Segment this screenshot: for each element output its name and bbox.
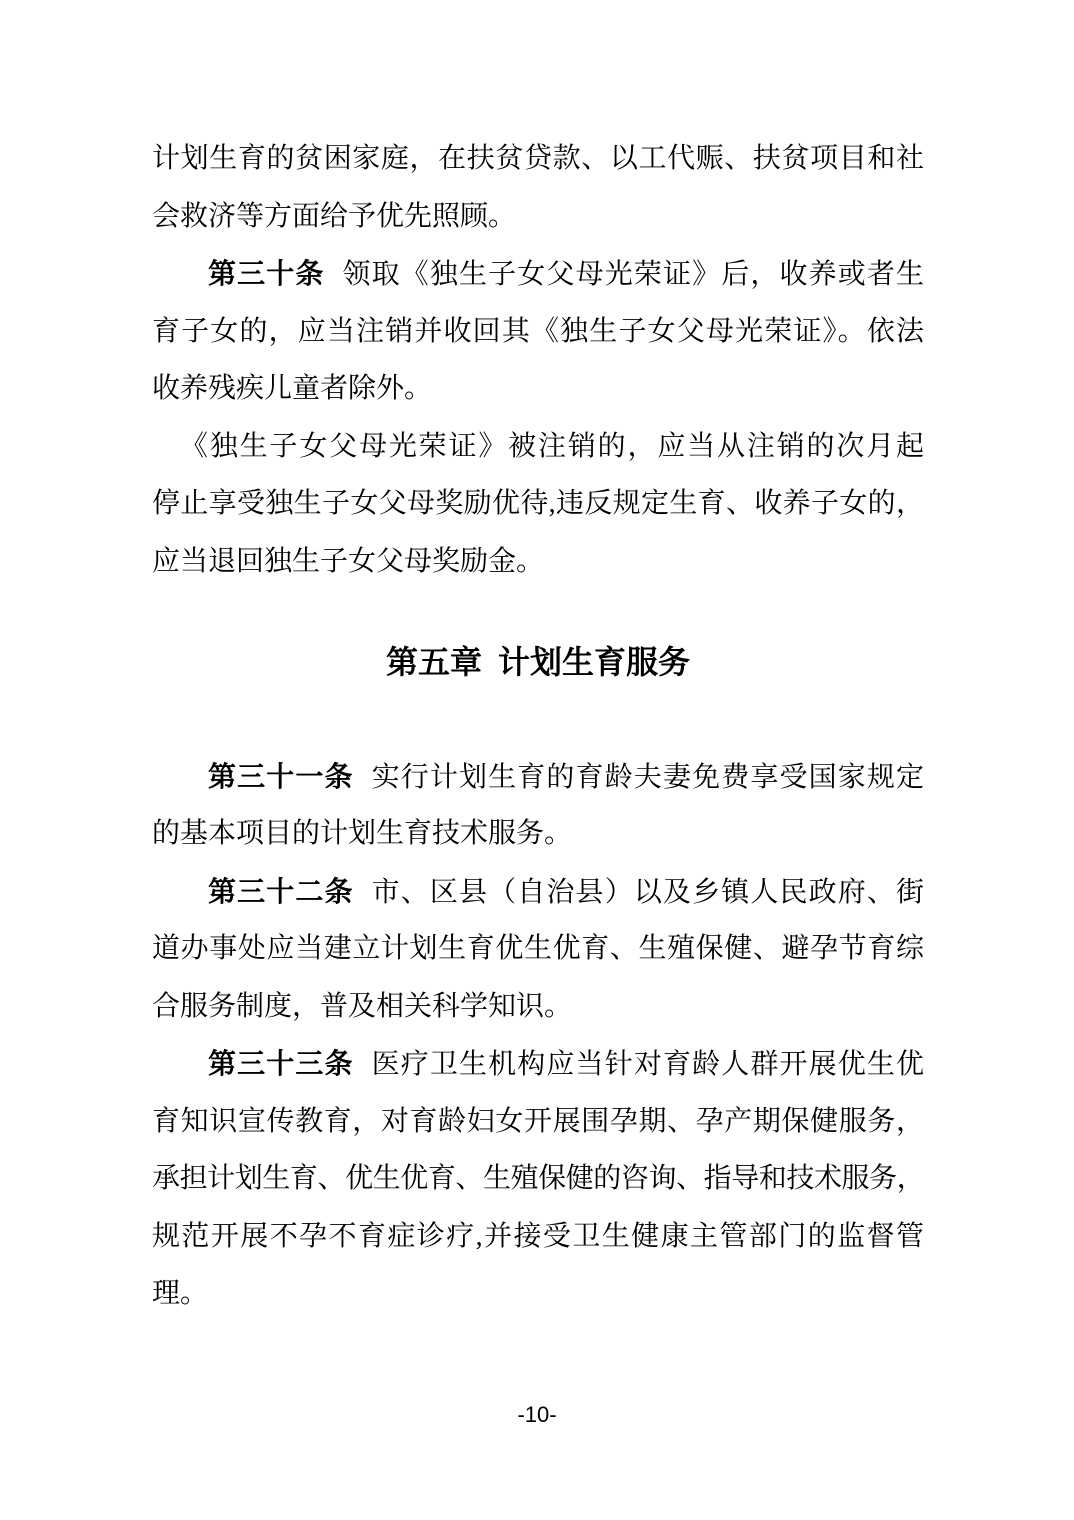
- article-text: 实行计划生育的育龄夫妻免费享受国家规定: [371, 761, 924, 793]
- article-number: 第三十三条: [208, 1048, 354, 1079]
- article-number: 第三十二条: [208, 875, 354, 907]
- body-line: 合服务制度，普及相关科学知识。: [152, 990, 573, 1022]
- page-body-text: [152, 130, 924, 1323]
- body-line: 计划生育的贫困家庭，在扶贫贷款、以工代赈、扶贫项目和社: [152, 143, 924, 174]
- body-line: 承担计划生育、优生优育、生殖保健的咨询、指导和技术服务，: [152, 1163, 924, 1194]
- body-line: 育知识宣传教育，对育龄妇女开展围孕期、孕产期保健服务，: [152, 1105, 924, 1137]
- body-line: 道办事处应当建立计划生育优生优育、生殖保健、避孕节育综: [152, 933, 924, 964]
- article-text: 医疗卫生机构应当针对育龄人群开展优生优: [371, 1049, 924, 1080]
- body-line: 育子女的，应当注销并收回其《独生子女父母光荣证》。依法: [152, 315, 924, 347]
- body-line: 《独生子女父母光荣证》被注销的，应当从注销的次月起: [180, 430, 924, 462]
- article-number: 第三十一条: [208, 760, 354, 792]
- body-line: 理。: [152, 1278, 209, 1309]
- chapter-number: 第五章: [385, 644, 482, 680]
- body-line: 停止享受独生子女父母奖励优待,违反规定生育、收养子女的，: [152, 488, 924, 519]
- page-number: -10-: [517, 1402, 557, 1427]
- body-line: 规范开展不孕不育症诊疗,并接受卫生健康主管部门的监督管: [152, 1220, 924, 1252]
- chapter-heading: [152, 634, 924, 692]
- body-line: 的基本项目的计划生育技术服务。: [152, 818, 573, 849]
- body-line: [152, 863, 924, 921]
- body-line: [152, 1035, 924, 1093]
- body-line: 会救济等方面给予优先照顾。: [152, 200, 517, 232]
- body-line: 收养残疾儿童者除外。: [152, 373, 433, 404]
- article-text: 领取《独生子女父母光荣证》后，收养或者生: [342, 259, 924, 290]
- article-text: 市、区县（自治县）以及乡镇人民政府、街: [371, 876, 924, 908]
- body-line: [152, 748, 924, 806]
- article-number: 第三十条: [208, 258, 325, 289]
- chapter-title: 计划生育服务: [498, 644, 691, 680]
- body-line: [152, 245, 924, 303]
- body-line: 应当退回独生子女父母奖励金。: [152, 545, 545, 577]
